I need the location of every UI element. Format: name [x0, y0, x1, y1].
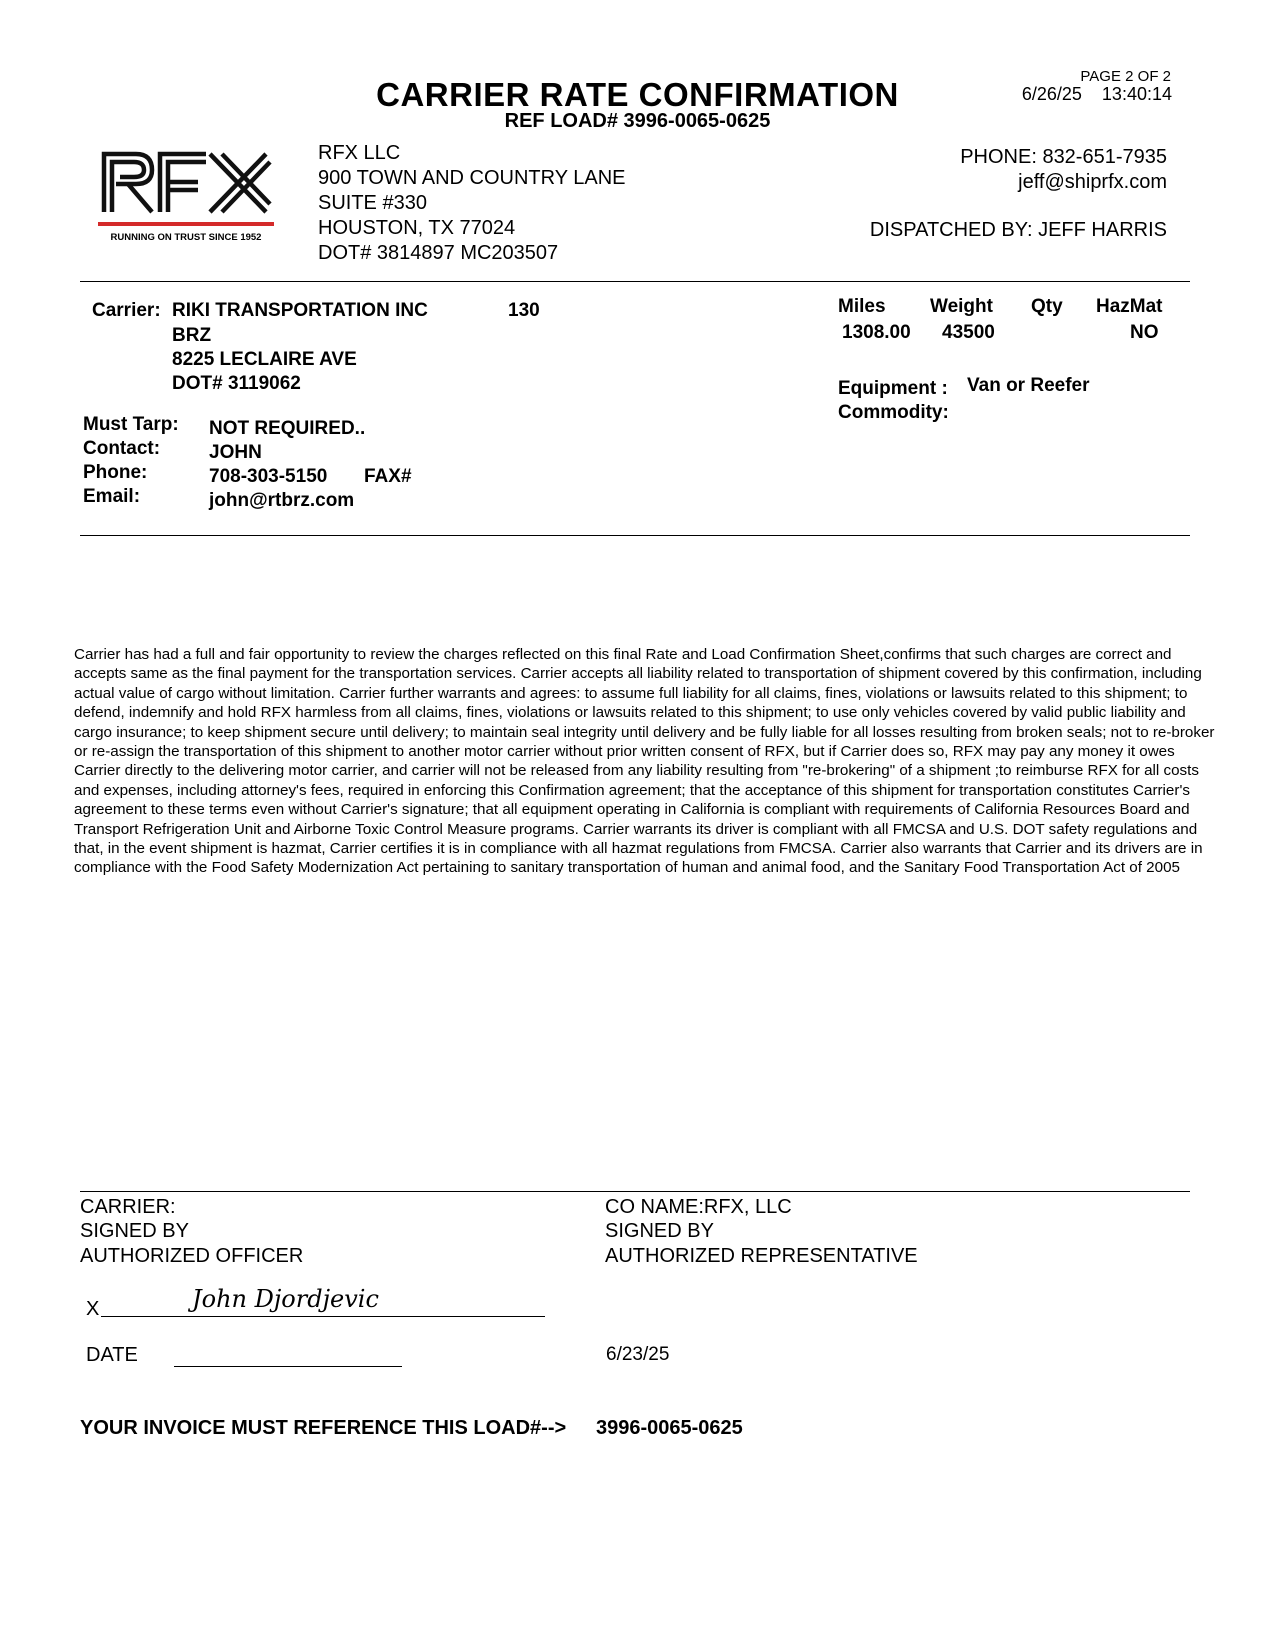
phone-value: 708-303-5150 [209, 466, 328, 487]
carrier-number: 130 [508, 300, 540, 321]
co-signed-by: SIGNED BY [605, 1220, 714, 1242]
hazmat-header: HazMat [1096, 296, 1163, 317]
carrier-authorized-officer: AUTHORIZED OFFICER [80, 1245, 304, 1267]
miles-header: Miles [838, 296, 886, 317]
carrier-name: RIKI TRANSPORTATION INC [172, 300, 428, 321]
weight-value: 43500 [942, 322, 995, 343]
qty-header: Qty [1031, 296, 1063, 317]
print-date: 6/26/25 [1021, 84, 1082, 104]
invoice-note: YOUR INVOICE MUST REFERENCE THIS LOAD#--> [80, 1417, 567, 1439]
contact-label: Contact: [83, 438, 161, 459]
carrier-line-2: BRZ [172, 325, 212, 346]
weight-header: Weight [930, 296, 993, 317]
company-dot: DOT# 3814897 MC203507 [318, 242, 559, 264]
rfx-logo-mark [98, 148, 274, 218]
divider-signature [80, 1191, 1190, 1192]
tarp-label: Must Tarp: [83, 414, 179, 435]
hazmat-value: NO [1130, 322, 1159, 343]
company-phone: PHONE: 832-651-7935 [960, 146, 1167, 168]
company-email[interactable]: jeff@shiprfx.com [1018, 171, 1167, 193]
equipment-value: Van or Reefer [967, 375, 1090, 396]
company-block [318, 141, 626, 266]
company-name: RFX LLC [318, 142, 401, 164]
co-name: CO NAME:RFX, LLC [605, 1196, 792, 1218]
miles-value: 1308.00 [842, 322, 911, 343]
rfx-logo [98, 148, 274, 248]
signature-x-mark: X [86, 1298, 100, 1320]
logo-tagline: RUNNING ON TRUST SINCE 1952 [110, 232, 262, 243]
rfx-sign-date: 6/23/25 [606, 1344, 670, 1365]
contact-value: JOHN [209, 442, 262, 463]
ref-load-number: REF LOAD# 3996-0065-0625 [504, 110, 771, 132]
email-label: Email: [83, 486, 141, 507]
carrier-label: Carrier: [92, 300, 161, 321]
print-time: 13:40:14 [1101, 84, 1172, 104]
divider-top [80, 281, 1190, 282]
document-title: CARRIER RATE CONFIRMATION [376, 76, 899, 113]
logo-red-bar [98, 222, 274, 226]
fax-label: FAX# [364, 466, 412, 487]
phone-label: Phone: [83, 462, 148, 483]
dispatched-by: DISPATCHED BY: JEFF HARRIS [869, 219, 1167, 241]
equipment-label: Equipment : [838, 378, 948, 399]
invoice-load-number: 3996-0065-0625 [596, 1417, 743, 1439]
carrier-dot: DOT# 3119062 [172, 373, 301, 394]
signature-line[interactable] [101, 1316, 545, 1317]
company-city: HOUSTON, TX 77024 [318, 217, 516, 239]
date-label: DATE [86, 1344, 138, 1366]
page-indicator: PAGE 2 OF 2 [1080, 68, 1171, 85]
carrier-signature-label: CARRIER: [80, 1196, 176, 1218]
company-address-2: SUITE #330 [318, 192, 427, 214]
print-datetime [1022, 84, 1172, 105]
carrier-signature: John Djordjevic [192, 1285, 379, 1313]
company-address-1: 900 TOWN AND COUNTRY LANE [318, 167, 626, 189]
tarp-value: NOT REQUIRED.. [209, 418, 366, 439]
co-authorized-representative: AUTHORIZED REPRESENTATIVE [605, 1245, 918, 1267]
date-line[interactable] [174, 1366, 402, 1367]
commodity-label: Commodity: [838, 402, 949, 423]
divider-middle [80, 535, 1190, 536]
carrier-signed-by: SIGNED BY [80, 1220, 189, 1242]
carrier-address: 8225 LECLAIRE AVE [172, 349, 357, 370]
email-value[interactable]: john@rtbrz.com [209, 490, 355, 511]
terms-paragraph: Carrier has had a full and fair opportunity to review the charges reflected on this final Rate and Load Confirmation Sheet,confirms that such charges are correct and accepts same as the final payment for the transportation services. Carrier accepts all liability related to transportation of shipment covered by this confirmation, including actual value of cargo without limitation. Carrier further warrants and agrees: to assume full liability for all claims, fines, violations or lawsuits related to this shipment; to defend, indemnify and hold RFX harmless from all claims, fines, violations or lawsuits related to this shipment; to use only vehicles covered by valid public liability and cargo insurance; to keep shipment secure until delivery; to maintain seal integrity until delivery and be fully liable for all losses resulting from broken seals; not to re-broker or re-assign the transportation of this shipment to another motor carrier without prior written consent of RFX, but if Carrier does so, RFX may pay any money it owes Carrier directly to the delivering motor carrier, and carrier will not be released from any liability resulting from "re-brokering" of a shipment ;to reimburse RFX for all costs and expenses, including attorney's fees, required in enforcing this Confirmation agreement; that the acceptance of this shipment for transportation constitutes Carrier's agreement to these terms even without Carrier's signature; that all equipment operating in California is compliant with requirements of California Resources Board and Transport Refrigeration Unit and Airborne Toxic Control Measure programs. Carrier warrants its driver is compliant with all FMCSA and U.S. DOT safety regulations and that, in the event shipment is hazmat, Carrier certifies it is in compliance with all hazmat regulations from FMCSA. Carrier also warrants that Carrier and its drivers are in compliance with the Food Safety Modernization Act pertaining to sanitary transportation of human and animal food, and the Sanitary Food Transportation Act of 2005 [74, 646, 1215, 877]
